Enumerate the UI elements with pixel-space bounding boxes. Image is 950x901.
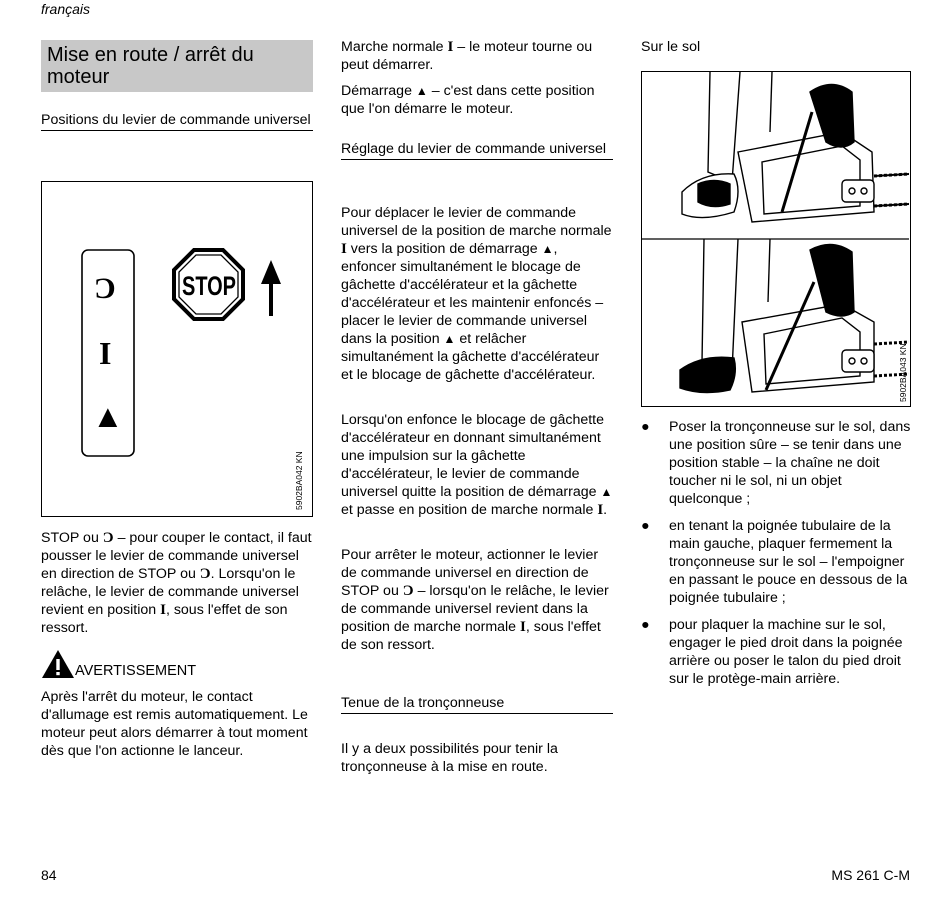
warning-title: AVERTISSEMENT: [75, 663, 197, 679]
list-item: [641, 517, 911, 617]
normal-run-paragraph: Marche normale I – le moteur tourne ou peut démarrer.: [341, 39, 593, 73]
warning-heading: [41, 649, 313, 679]
subheading-lever-adjust: Réglage du levier de commande universel: [341, 140, 613, 160]
stop-position-symbol: Ɔ: [94, 272, 116, 305]
warning-triangle-icon: [41, 649, 75, 679]
figure-code: 5902BA042 KN: [294, 451, 304, 510]
list-item: [641, 418, 911, 518]
on-ground-heading: Sur le sol: [641, 39, 701, 55]
stop-paragraph: STOP ou Ɔ – pour couper le contact, il faut pousser le levier de commande universel en direction de STOP ou Ɔ. Lorsqu'on le relâche, le levier de commande universel revient en position I, sous l'effet de son ressort.: [41, 530, 312, 636]
lever-diagram: [42, 182, 312, 515]
page-number: 84: [41, 867, 57, 883]
run-position-symbol: I: [99, 335, 112, 371]
holding-paragraph: Il y a deux possibilités pour tenir la tronçonneuse à la mise en route.: [341, 741, 558, 775]
figure-code: 5902BA043 KN: [898, 343, 908, 402]
model-name: MS 261 C-M: [831, 867, 910, 883]
start-paragraph: Démarrage ▲ – c'est dans cette position que l'on démarre le moteur.: [341, 83, 595, 117]
bullet-text: en tenant la poignée tubulaire de la main gauche, plaquer fermement la tronçonneuse sur le sol – l'empoigner en passant le pouce en dessous de la poignée tubulaire ;: [669, 518, 908, 606]
subheading-holding: Tenue de la tronçonneuse: [341, 694, 613, 714]
warning-text: Après l'arrêt du moteur, le contact d'allumage est remis automatiquement. Le moteur peut alors démarrer à tout moment dès que l'on actionne le lanceur.: [41, 689, 308, 759]
bullet-icon: ●: [641, 617, 650, 633]
stop-engine-paragraph: Pour arrêter le moteur, actionner le levier de commande universel en direction de STOP ou Ɔ – lorsqu'on le relâche, le levier de commande universel revient dans la position de marche normale I, sous l'effet de son ressort.: [341, 547, 609, 653]
subheading-lever-positions: Positions du levier de commande universel: [41, 111, 313, 131]
stop-sign-label: STOP: [182, 271, 236, 301]
lever-positions-figure: [41, 181, 313, 517]
bullet-icon: ●: [641, 518, 650, 534]
bullet-icon: ●: [641, 419, 650, 435]
release-paragraph: Lorsqu'on enfonce le blocage de gâchette d'accélérateur en donnant simultanément une impulsion sur la gâchette d'accélérateur, le levier de commande universel quitte la position de démarrage ▲ et passe en position de marche normale I.: [341, 412, 613, 518]
language-label: français: [41, 1, 91, 17]
list-item: [641, 616, 911, 716]
bullet-text: Poser la tronçonneuse sur le sol, dans une position sûre – se tenir dans une position stable – la chaîne ne doit toucher ni le sol, ni un objet quelconque ;: [669, 419, 911, 507]
chainsaw-illustration: [642, 72, 909, 405]
start-position-symbol: ▲: [92, 398, 124, 434]
chainsaw-on-ground-figure: [641, 71, 911, 407]
section-banner: Mise en route / arrêt du moteur: [41, 40, 313, 92]
bullet-text: pour plaquer la machine sur le sol, engager le pied droit dans la poignée arrière ou poser le talon du pied droit sur le protège-main arrière.: [669, 617, 903, 687]
adjust-paragraph: Pour déplacer le levier de commande universel de la position de marche normale I vers la position de démarrage ▲, enfoncer simultanément le blocage de gâchette d'accélérateur et la gâchette d'accélérateur et les maintenir enfoncés – placer le levier de commande universel dans la position ▲ et relâcher simultanément la gâchette d'accélérateur et le blocage de gâchette d'accélérateur.: [341, 205, 612, 383]
